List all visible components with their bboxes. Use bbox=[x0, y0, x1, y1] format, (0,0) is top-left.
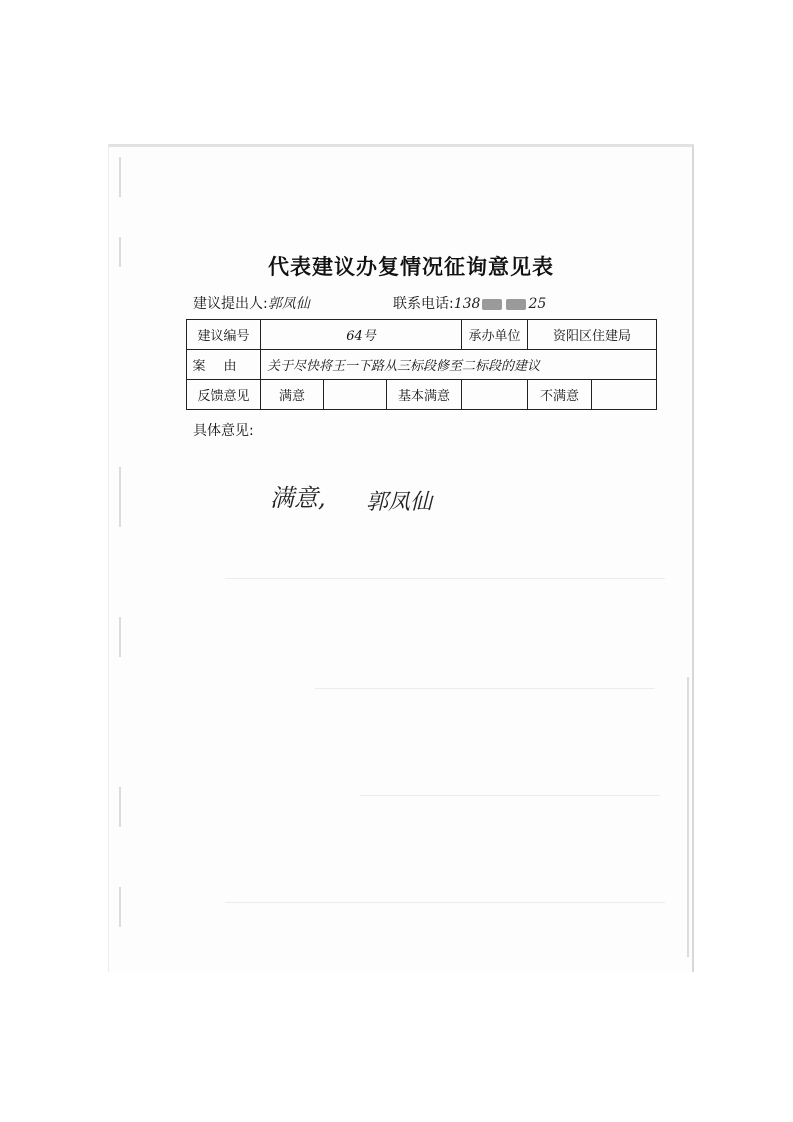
bleed-through-line bbox=[225, 902, 665, 903]
phone-line bbox=[393, 293, 546, 313]
phone-suffix: 25 bbox=[528, 296, 547, 312]
basically-satisfied-label: 基本满意 bbox=[387, 380, 462, 410]
phone-prefix: 138 bbox=[453, 296, 481, 312]
proposal-number-value: 64号 bbox=[261, 320, 462, 350]
redaction-mark bbox=[482, 299, 502, 310]
satisfied-checkbox[interactable] bbox=[324, 380, 387, 410]
proposal-form-table bbox=[186, 319, 657, 410]
basically-satisfied-checkbox[interactable] bbox=[462, 380, 528, 410]
redaction-mark bbox=[506, 299, 526, 310]
scan-edge-mark bbox=[119, 237, 121, 267]
scan-edge-mark bbox=[119, 617, 121, 657]
table-row bbox=[187, 380, 657, 410]
satisfied-label: 满意 bbox=[261, 380, 324, 410]
phone-label: 联系电话: bbox=[393, 296, 454, 312]
bleed-through-line bbox=[225, 578, 665, 579]
undertaking-unit-value: 资阳区住建局 bbox=[528, 320, 657, 350]
feedback-label: 反馈意见 bbox=[187, 380, 261, 410]
specific-opinion-label: 具体意见: bbox=[193, 423, 254, 439]
scan-edge-mark bbox=[119, 157, 121, 197]
scan-edge-mark bbox=[687, 677, 689, 957]
document-title: 代表建议办复情况征询意见表 bbox=[268, 255, 554, 279]
scan-edge-mark bbox=[119, 887, 121, 927]
bleed-through-line bbox=[315, 688, 655, 689]
bleed-through-line bbox=[360, 795, 660, 796]
undertaking-unit-label: 承办单位 bbox=[462, 320, 528, 350]
proposal-number-label: 建议编号 bbox=[187, 320, 261, 350]
unsatisfied-label: 不满意 bbox=[528, 380, 592, 410]
proposer-label: 建议提出人: bbox=[193, 296, 268, 312]
scan-edge-mark bbox=[119, 787, 121, 827]
proposer-name: 郭凤仙 bbox=[267, 296, 310, 312]
case-label: 案由 bbox=[187, 350, 261, 380]
unsatisfied-checkbox[interactable] bbox=[592, 380, 657, 410]
scan-edge-mark bbox=[119, 467, 121, 527]
table-row bbox=[187, 350, 657, 380]
table-row bbox=[187, 320, 657, 350]
proposer-line bbox=[193, 293, 310, 313]
case-value: 关于尽快将王一下路从三标段修至二标段的建议 bbox=[261, 350, 657, 380]
handwritten-opinion: 满意, bbox=[270, 484, 326, 512]
handwritten-signature: 郭凤仙 bbox=[366, 490, 433, 515]
